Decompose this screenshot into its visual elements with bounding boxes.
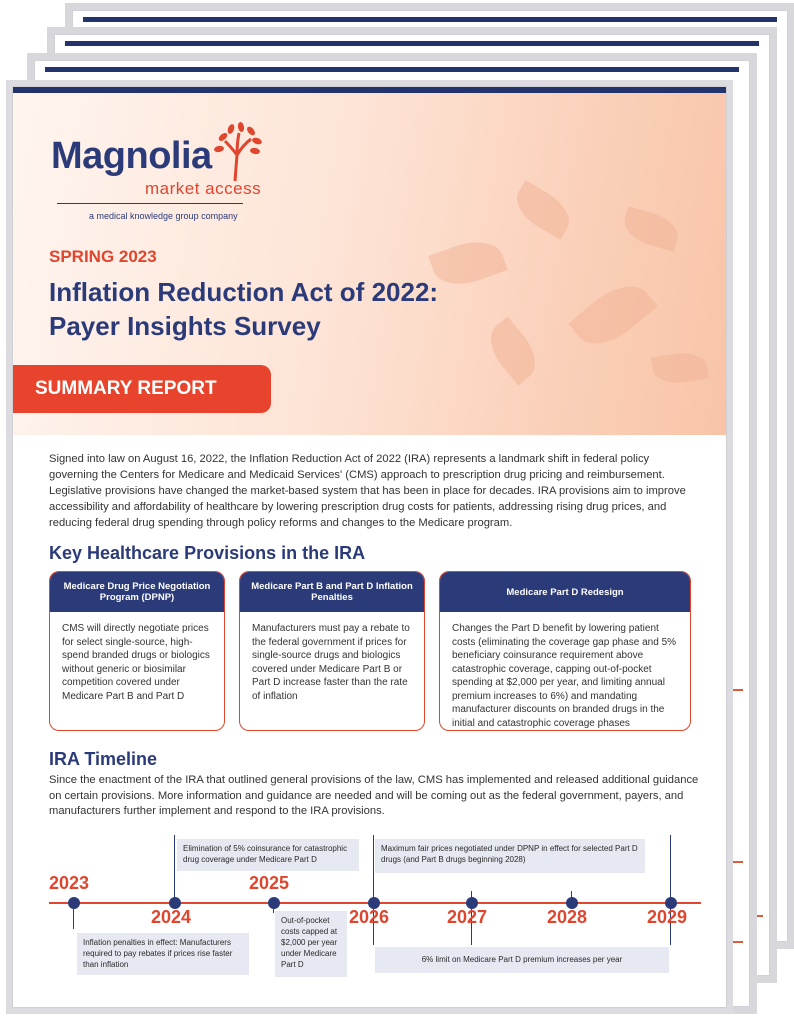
timeline-note-coinsurance: Elimination of 5% coinsurance for catastrophic drug coverage under Medicare Part D <box>177 839 359 871</box>
timeline-year-2027: 2027 <box>447 907 488 927</box>
logo-tagline: a medical knowledge group company <box>89 211 238 221</box>
provisions-heading: Key Healthcare Provisions in the IRA <box>49 543 366 563</box>
page-edge-mark <box>733 941 743 943</box>
timeline-year-2023: 2023 <box>49 873 90 893</box>
report-title <box>49 275 649 343</box>
timeline-year-2025: 2025 <box>249 873 290 893</box>
timeline-note-oop-cap: Out-of-pocket costs capped at $2,000 per year under Medicare Part D <box>275 911 347 977</box>
timeline-connector <box>174 835 175 901</box>
timeline-year-2028: 2028 <box>547 907 588 927</box>
timeline-year-2029: 2029 <box>647 907 688 927</box>
page-edge-mark <box>753 915 763 917</box>
timeline-intro: Since the enactment of the IRA that outlined general provisions of the law, CMS has implemented and released additional guidance on certain provisions. More information and guidance are needed and will be coming out as the federal government, payers, and manufacturers further implement and respond to the IRA provisions. <box>49 774 699 817</box>
report-cover-page <box>12 86 727 1008</box>
page-edge-mark <box>733 689 743 691</box>
page-top-bar <box>45 67 739 72</box>
provision-card-title: Medicare Part D Redesign <box>440 572 690 612</box>
logo-subtitle: market access <box>145 179 262 198</box>
provision-card-dpnp <box>49 571 225 731</box>
timeline-dot-2023 <box>68 897 80 909</box>
provision-card-part-d-redesign <box>439 571 691 731</box>
report-title-line-2: Payer Insights Survey <box>49 311 321 341</box>
timeline-note-fair-prices: Maximum fair prices negotiated under DPNP in effect for selected Part D drugs (and Part B drugs beginning 2028) <box>375 839 645 873</box>
leaf-decoration <box>620 206 682 251</box>
provision-card-body: Manufacturers must pay a rebate to the federal government if prices for single-source drugs and biologics covered under Medicare Part B or Part D increase faster than the rate of inflation <box>252 623 410 702</box>
timeline-year-2024: 2024 <box>151 907 192 927</box>
page-edge-mark <box>733 861 743 863</box>
provision-card-body: Changes the Part D benefit by lowering patient costs (eliminating the coverage gap phase and 5% beneficiary coinsurance requirement above catastrophic coverage, capping out-of-pocket spending at $2,000 per year, and limiting annual premium increases to 6%) and mandating manufacturer discounts on branded drugs in the initial and catastrophic coverage phases <box>452 623 677 729</box>
timeline-connector <box>373 835 374 901</box>
provision-card-title: Medicare Drug Price Negotiation Program (DPNP) <box>50 572 224 612</box>
provision-card-inflation-penalties <box>239 571 425 731</box>
timeline-heading: IRA Timeline <box>49 749 158 769</box>
page-top-bar <box>83 17 777 22</box>
hero-banner <box>13 93 726 435</box>
timeline-connector <box>670 835 671 901</box>
leaf-decoration <box>651 349 709 388</box>
intro-paragraph: Signed into law on August 16, 2022, the Inflation Reduction Act of 2022 (IRA) represents a landmark shift in federal policy governing the Centers for Medicare and Medicaid Services' (CMS) approach to prescription drug pricing and reimbursement. Legislative provisions have changed the market-based system that has been in place for decades. IRA provisions aim to improve accessibility and affordability of healthcare by lowering prescription drug costs for patients, addressing rising drug prices, and reducing federal drug spending through policy reforms and changes to the Medicare program. <box>49 453 686 529</box>
page-top-bar <box>65 41 759 46</box>
logo-wordmark: Magnolia <box>51 135 212 177</box>
leaf-decoration <box>509 180 578 239</box>
timeline-dot-2025 <box>268 897 280 909</box>
report-title-line-1: Inflation Reduction Act of 2022: <box>49 277 439 307</box>
timeline-note-inflation-penalties: Inflation penalties in effect: Manufacturers required to pay rebates if prices rise faster than inflation <box>77 933 249 975</box>
report-season: SPRING 2023 <box>49 247 157 266</box>
provision-card-title: Medicare Part B and Part D Inflation Penalties <box>240 572 424 612</box>
timeline-note-premium-limit: 6% limit on Medicare Part D premium increases per year <box>375 947 669 973</box>
summary-report-badge: SUMMARY REPORT <box>13 365 271 413</box>
timeline-year-2026: 2026 <box>349 907 390 927</box>
provision-card-body: CMS will directly negotiate prices for select single-source, high-spend branded drugs or biologics without generic or biosimilar competition covered under Medicare Part B and Part D <box>62 623 210 702</box>
magnolia-tree-icon <box>211 119 267 183</box>
logo-divider <box>57 203 243 204</box>
